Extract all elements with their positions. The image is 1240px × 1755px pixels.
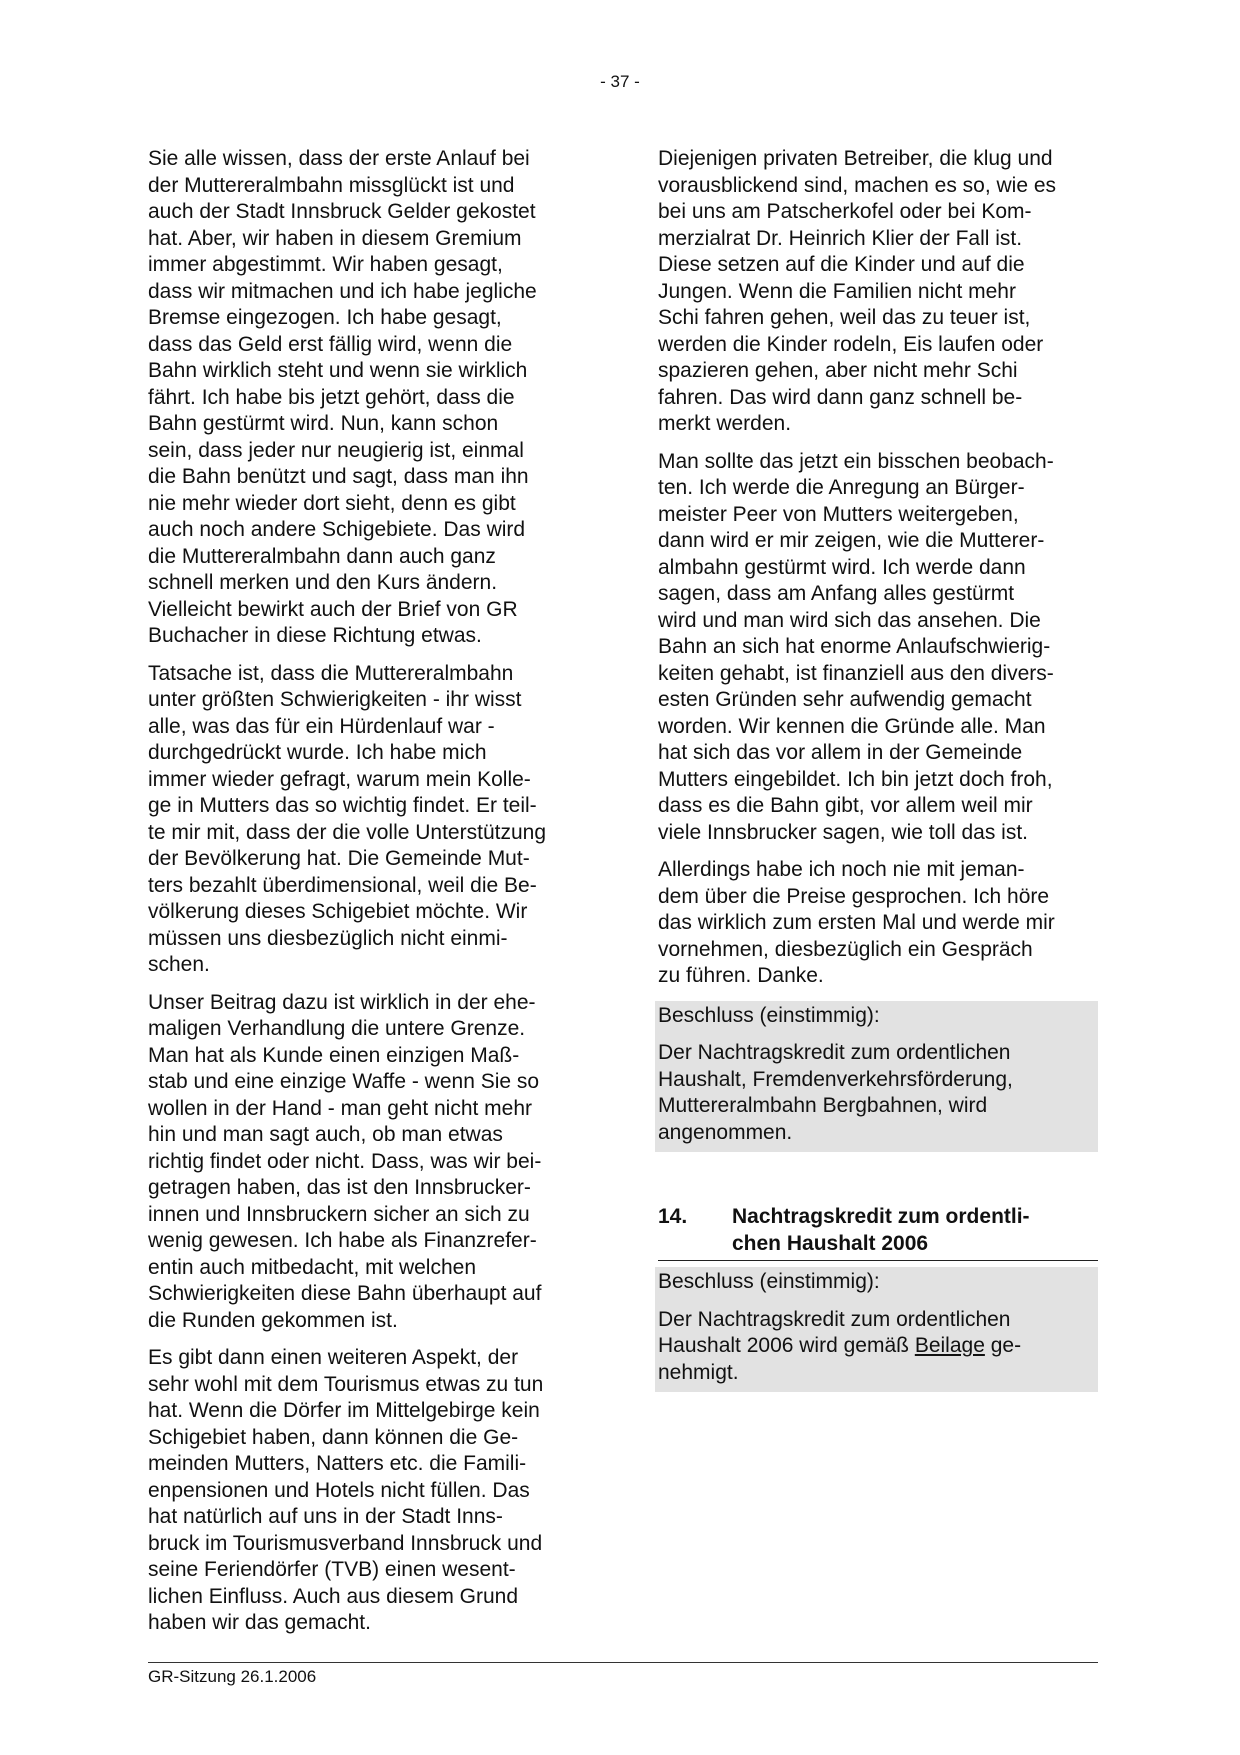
paragraph: Allerdings habe ich noch nie mit jeman- dem über die Preise gesprochen. Ich höre das wirklich zum ersten Mal und werde mir vornehmen, diesbezüglich ein Gespräch zu führen. Danke.: [658, 858, 1055, 987]
resolution-label: Beschluss (einstimmig):: [658, 1003, 880, 1027]
section-number: 14.: [658, 1205, 688, 1228]
resolution-text: [658, 1305, 1096, 1393]
beilage-link[interactable]: Beilage: [914, 1334, 985, 1357]
resolution-text: Der Nachtragskredit zum ordentlichen Haushalt, Fremdenverkehrsförderung, Muttereralmbahn Bergbahnen, wird angenommen.: [658, 1041, 1013, 1144]
resolution-text-start: Der Nachtragskredit zum ordentlichen Haushalt 2006 wird gemäß: [658, 1307, 1011, 1357]
left-column: [148, 146, 588, 1648]
page-number: - 37 -: [600, 72, 640, 91]
paragraph: Man sollte das jetzt ein bisschen beobach- ten. Ich werde die Anregung an Bürger- meister Peer von Mutters weitergeben, dann wird er mir zeigen, wie die Mutterer- almbahn gestürmt wird. Ich werde dann sagen, dass am Anfang alles gestürmt wird und man wird sich das ansehen. Die Bahn an sich hat enorme Anlaufschwierig- keiten gehabt, ist finanziell aus den divers- esten Gründen sehr aufwendig gemacht worden. Wir kennen die Gründe alle. Man hat sich das vor allem in der Gemeinde Mutters eingebildet. Ich bin jetzt doch froh, dass es die Bahn gibt, vor allem weil mir viele Innsbrucker sagen, wie toll das ist.: [658, 449, 1054, 844]
right-column: [658, 146, 1098, 1392]
paragraph: Es gibt dann einen weiteren Aspekt, der sehr wohl mit dem Tourismus etwas zu tun hat. Wenn die Dörfer im Mittelgebirge kein Schigebiet haben, dann können die Ge- meinden Mutters, Natters etc. die Famili- enpensionen und Hotels nicht füllen. Das hat natürlich auf uns in der Stadt Inns- bruck im Tourismusverband Innsbruck und seine Feriendörfer (TVB) einen wesent- lichen Einfluss. Auch aus diesem Grund haben wir das gemacht.: [148, 1346, 544, 1634]
resolution-box: [655, 1001, 1098, 1153]
paragraph: Sie alle wissen, dass der erste Anlauf bei der Muttereralmbahn missglückt ist und auch der Stadt Innsbruck Gelder gekostet hat. Aber, wir haben in diesem Gremium immer abgestimmt. Wir haben gesagt, dass wir mitmachen und ich habe jegliche Bremse eingezogen. Ich habe gesagt, dass das Geld erst fällig wird, wenn die Bahn wirklich steht und wenn sie wirklich fährt. Ich habe bis jetzt gehört, dass die Bahn gestürmt wird. Nun, kann schon sein, dass jeder nur neugierig ist, einmal die Bahn benützt und sagt, dass man ihn nie mehr wieder dort sieht, denn es gibt auch noch andere Schigebiete. Das wird die Muttereralmbahn dann auch ganz schnell merken und den Kurs ändern. Vielleicht bewirkt auch der Brief von GR Buchacher in diese Richtung etwas.: [148, 147, 537, 647]
resolution-box: [655, 1267, 1098, 1392]
footer-divider: [148, 1662, 1098, 1663]
section-heading: [658, 1204, 1098, 1261]
footer-text: GR-Sitzung 26.1.2006: [148, 1667, 317, 1686]
paragraph: Diejenigen privaten Betreiber, die klug und vorausblickend sind, machen es so, wie es bei uns am Patscherkofel oder bei Kom- merzialrat Dr. Heinrich Klier der Fall ist. Diese setzen auf die Kinder und auf die Jungen. Wenn die Familien nicht mehr Schi fahren gehen, weil das zu teuer ist, werden die Kinder rodeln, Eis laufen oder spazieren gehen, aber nicht mehr Schi fahren. Das wird dann ganz schnell be- merkt werden.: [658, 147, 1057, 435]
paragraph: Unser Beitrag dazu ist wirklich in der ehe- maligen Verhandlung die untere Grenze. Man hat als Kunde einen einzigen Maß- stab und eine einzige Waffe - wenn Sie so wollen in der Hand - man geht nicht mehr hin und man sagt auch, ob man etwas richtig findet oder nicht. Dass, was wir bei- getragen haben, das ist den Innsbrucker- innen und Innsbruckern sicher an sich zu wenig gewesen. Ich habe als Finanzrefer- entin auch mitbedacht, mit welchen Schwierigkeiten diese Bahn überhaupt auf die Runden gekommen ist.: [148, 990, 542, 1332]
resolution-label: Beschluss (einstimmig):: [658, 1270, 880, 1293]
paragraph: Tatsache ist, dass die Muttereralmbahn unter größten Schwierigkeiten - ihr wisst alle, was das für ein Hürdenlauf war - durchgedrückt wurde. Ich habe mich immer wieder gefragt, warum mein Kolle- ge in Mutters das so wichtig findet. Er teil- te mir mit, dass der die volle Unterstützung der Bevölkerung hat. Die Gemeinde Mut- ters bezahlt überdimensional, weil die Be- völkerung dieses Schigebiet möchte. Wir müssen uns diesbezüglich nicht einmi- schen.: [148, 661, 546, 976]
section-title: Nachtragskredit zum ordentli- chen Haushalt 2006: [732, 1205, 1030, 1255]
resolution-text-end: ge- nehmigt.: [658, 1334, 1022, 1384]
